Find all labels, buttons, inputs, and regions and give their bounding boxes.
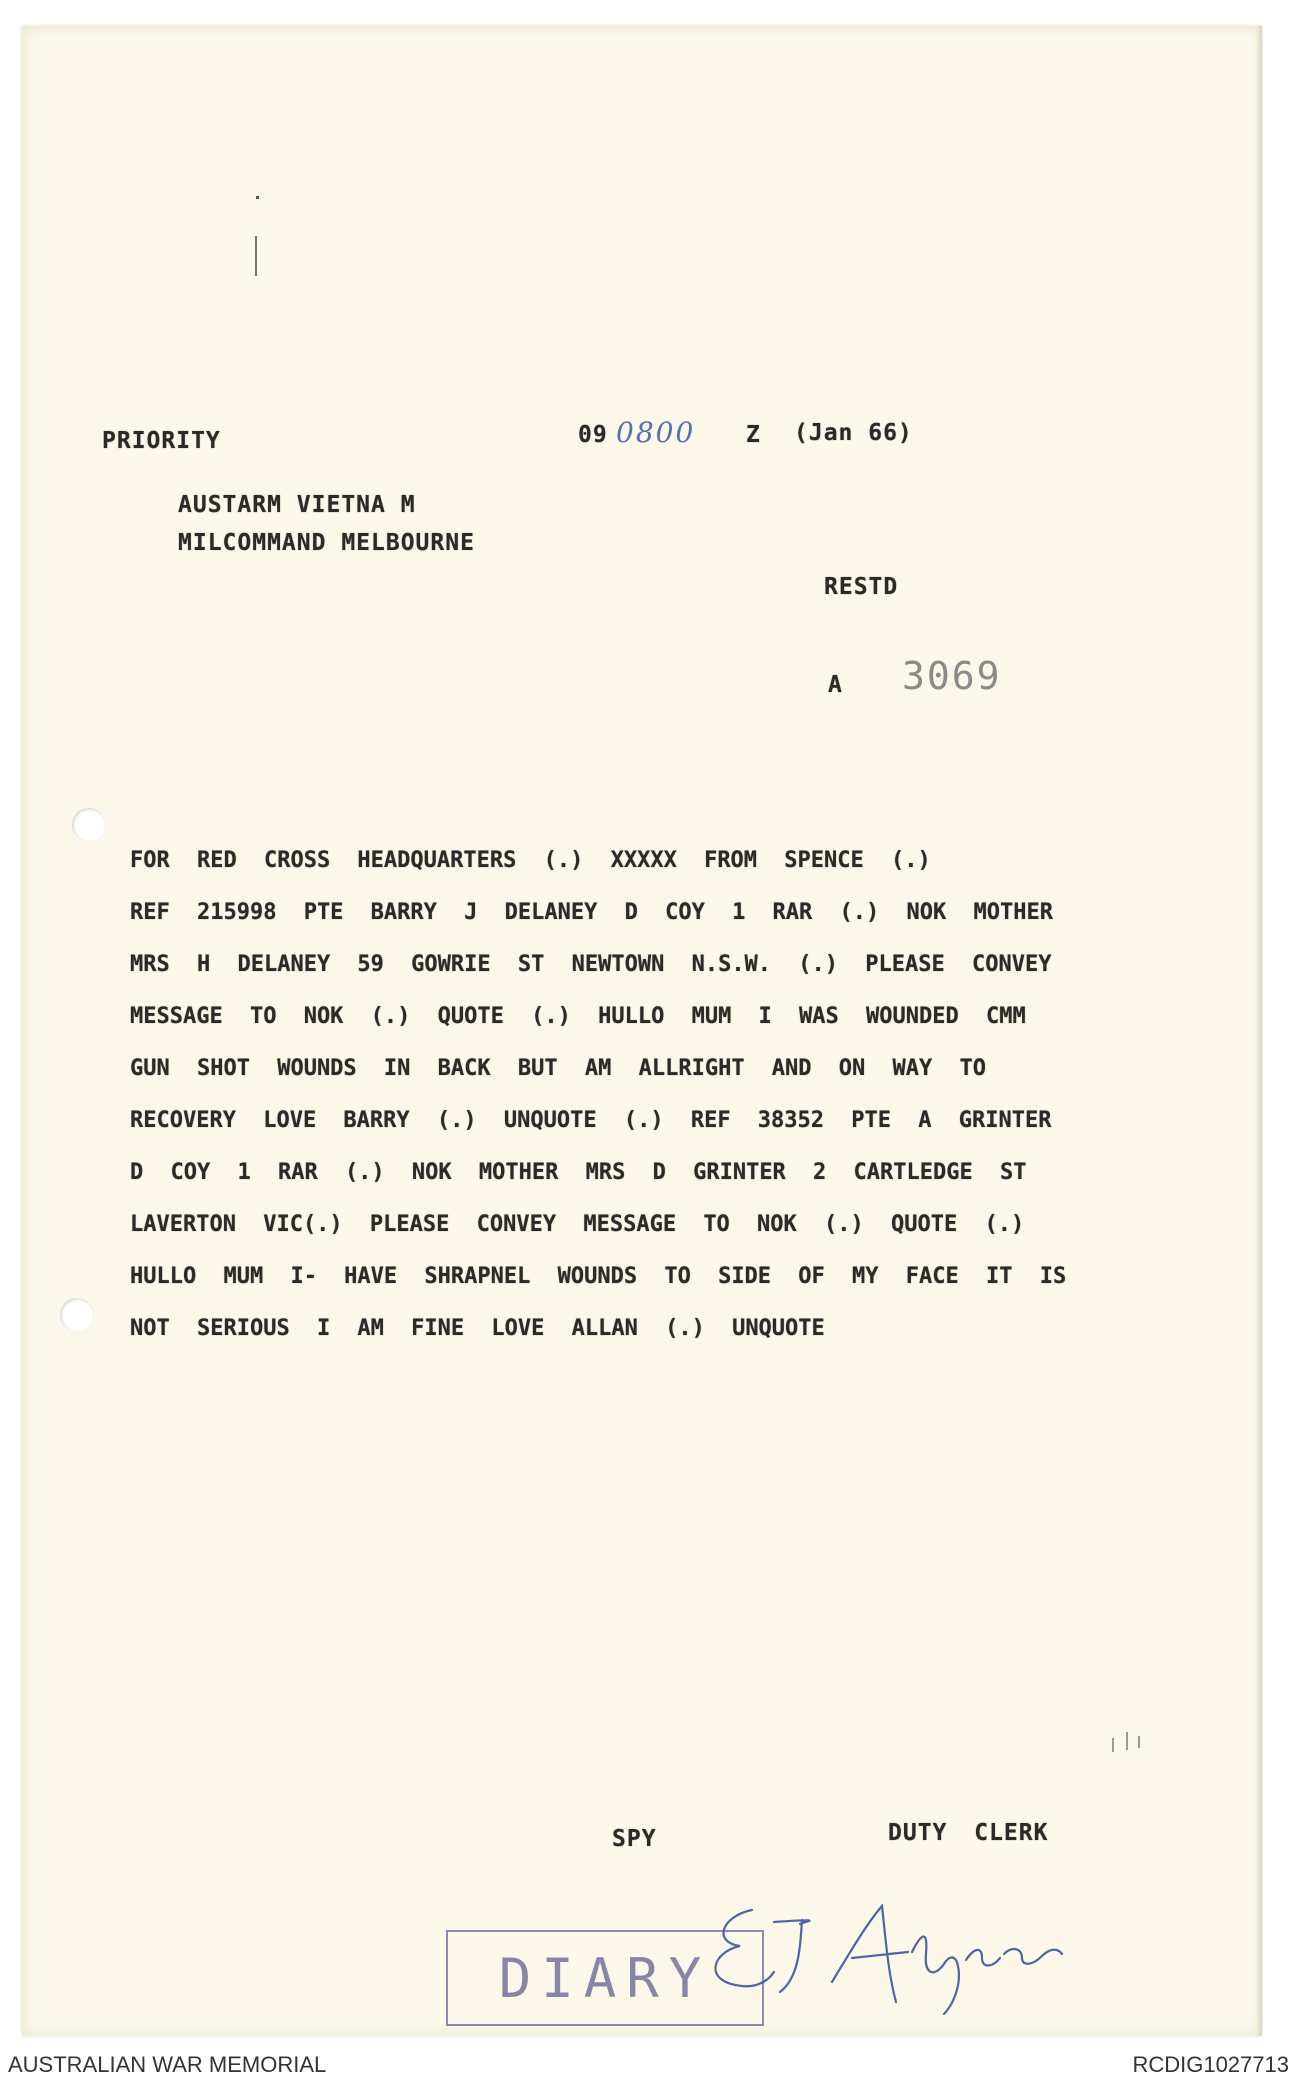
ink-mark — [256, 196, 259, 199]
spy-label: SPY — [612, 1826, 657, 1852]
message-line-4: MESSAGE TO NOK (.) QUOTE (.) HULLO MUM I WAS WOUNDED CMM — [130, 1004, 1026, 1029]
message-line-7: D COY 1 RAR (.) NOK MOTHER MRS D GRINTER 2 CARTLEDGE ST — [130, 1160, 1027, 1185]
ref-number-stamp: 3069 — [902, 654, 1002, 698]
ref-letter: A — [828, 672, 843, 698]
priority-label: PRIORITY — [102, 428, 221, 454]
ink-mark — [1112, 1738, 1114, 1752]
message-line-2: REF 215998 PTE BARRY J DELANEY D COY 1 RAR (.) NOK MOTHER — [130, 900, 1053, 925]
signature — [682, 1882, 1102, 2022]
ink-mark — [1126, 1732, 1128, 1750]
caption-left: AUSTRALIAN WAR MEMORIAL — [8, 2052, 327, 2077]
message-line-6: RECOVERY LOVE BARRY (.) UNQUOTE (.) REF 38352 PTE A GRINTER — [130, 1108, 1052, 1133]
message-line-8: LAVERTON VIC(.) PLEASE CONVEY MESSAGE TO NOK (.) QUOTE (.) — [130, 1212, 1025, 1237]
caption-right: RCDIG1027713 — [1132, 2052, 1289, 2077]
duty-clerk-label: DUTY CLERK — [888, 1820, 1049, 1846]
dtg-day: 09 — [578, 422, 608, 448]
ink-mark — [1138, 1736, 1140, 1748]
punch-hole-upper — [72, 808, 106, 842]
message-line-3: MRS H DELANEY 59 GOWRIE ST NEWTOWN N.S.W. (.) PLEASE CONVEY — [130, 952, 1052, 977]
punch-hole-lower — [60, 1298, 94, 1332]
ink-mark — [255, 236, 257, 276]
address-line-1: AUSTARM VIETNA M — [178, 492, 416, 518]
dtg-zone: Z — [746, 422, 761, 448]
dtg-time-handwritten: 0800 — [616, 416, 696, 449]
dtg-date: (Jan 66) — [794, 420, 913, 446]
classification: RESTD — [824, 574, 899, 600]
message-line-9: HULLO MUM I- HAVE SHRAPNEL WOUNDS TO SIDE OF MY FACE IT IS — [130, 1264, 1067, 1289]
message-line-5: GUN SHOT WOUNDS IN BACK BUT AM ALLRIGHT AND ON WAY TO — [130, 1056, 986, 1081]
diary-stamp-text: DIARY — [498, 1946, 712, 2010]
message-line-1: FOR RED CROSS HEADQUARTERS (.) XXXXX FROM SPENCE (.) — [130, 848, 931, 873]
address-line-2: MILCOMMAND MELBOURNE — [178, 530, 475, 556]
telegram-sheet — [22, 26, 1262, 2036]
message-line-10: NOT SERIOUS I AM FINE LOVE ALLAN (.) UNQUOTE — [130, 1316, 825, 1341]
